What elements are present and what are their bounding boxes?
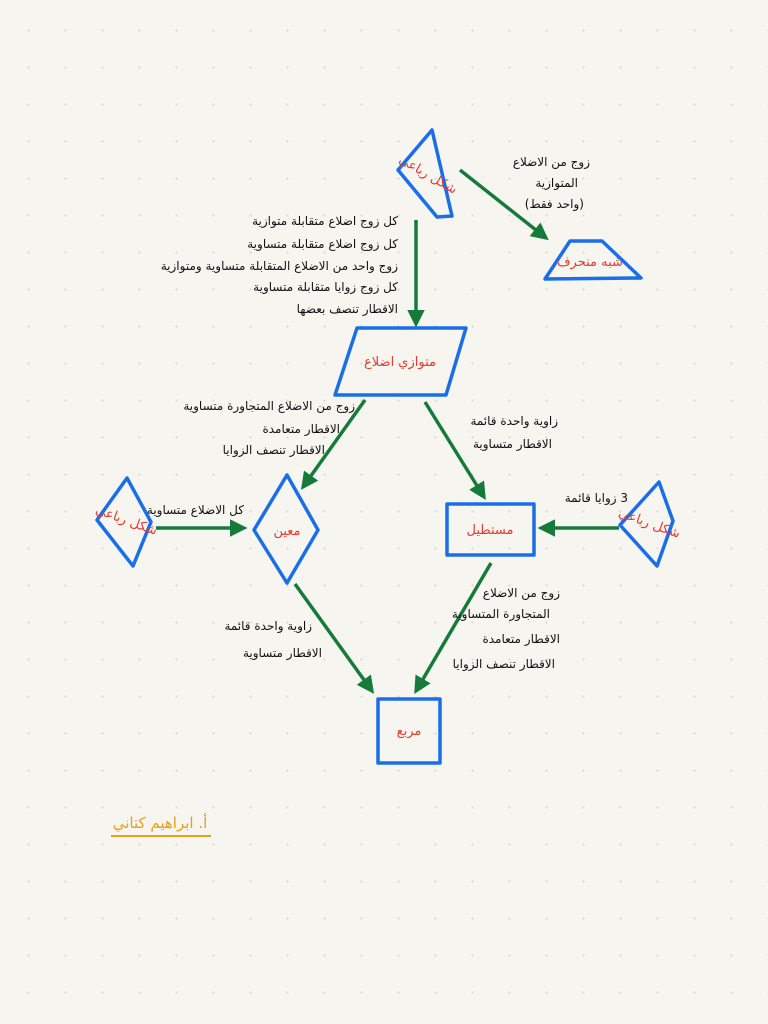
quadrilateral-top-label: شكل رباعي <box>396 152 460 198</box>
note-rect-para-1: زاوية واحدة قائمة <box>470 414 558 428</box>
rectangle-label: مستطيل <box>466 523 514 538</box>
note-trapezoid-3: (واحد فقط) <box>524 197 584 211</box>
quadrilateral-left-label: شكل رباعي <box>93 502 160 539</box>
note-square-rhombus-1: زاوية واحدة قائمة <box>224 619 312 633</box>
note-parallelogram-4: كل زوج زوايا متقابلة متساوية <box>253 280 398 294</box>
notes-square-from-rhombus <box>224 619 322 661</box>
parallelogram-label: متوازي اضلاع <box>364 355 436 370</box>
arrow-rhombus-to-square <box>295 584 372 691</box>
note-square-rect-1: زوج من الاضلاع <box>482 586 560 600</box>
arrow-rectangle-to-square <box>416 563 491 691</box>
trapezoid-node <box>545 241 641 279</box>
note-trapezoid-1: زوج من الاضلاع <box>512 155 590 169</box>
rectangle-node <box>447 504 534 555</box>
note-rectangle-from-quad: 3 زوايا قائمة <box>564 491 628 505</box>
note-rect-para-2: الاقطار متساوية <box>472 437 552 451</box>
note-rhombus-para-3: الاقطار تنصف الزوايا <box>222 443 325 457</box>
note-rhombus-para-2: الاقطار متعامدة <box>262 422 340 436</box>
trapezoid-label: شبه منحرف <box>557 255 623 270</box>
quadrilateral-left-node <box>93 478 159 566</box>
note-parallelogram-5: الاقطار تنصف بعضها <box>296 302 398 316</box>
note-parallelogram-3: زوج واحد من الاضلاع المتقابلة متساوية ومتوازية <box>160 259 398 273</box>
note-square-rect-2: المتجاورة المتساوية <box>451 607 550 621</box>
note-trapezoid-2: المتوازية <box>535 176 578 190</box>
note-parallelogram-2: كل زوج اضلاع متقابلة متساوية <box>247 237 398 251</box>
square-node <box>378 699 440 763</box>
notes-rectangle-from-parallelogram <box>470 414 558 452</box>
note-square-rect-3: الاقطار متعامدة <box>482 632 560 646</box>
author-signature <box>111 813 211 836</box>
note-rhombus-from-quad: كل الاضلاع متساوية <box>146 503 244 517</box>
note-square-rect-4: الاقطار تنصف الزوايا <box>452 657 555 671</box>
notes-trapezoid <box>513 155 590 212</box>
rhombus-node <box>254 475 318 583</box>
quadrilateral-right-label: شكل رباعي <box>616 505 683 542</box>
rhombus-label: معين <box>273 524 301 539</box>
author-signature-text: أ. ابراهيم كتاني <box>112 814 208 832</box>
square-label: مربع <box>396 724 422 739</box>
note-square-rhombus-2: الاقطار متساوية <box>242 646 322 660</box>
parallelogram-node <box>335 328 466 395</box>
notes-parallelogram <box>161 214 399 317</box>
note-rhombus-para-1: زوج من الاضلاع المتجاورة متساوية <box>183 399 355 413</box>
note-parallelogram-1: كل زوج اضلاع متقابلة متوازية <box>252 214 398 228</box>
quadrilateral-top-node <box>396 130 459 217</box>
